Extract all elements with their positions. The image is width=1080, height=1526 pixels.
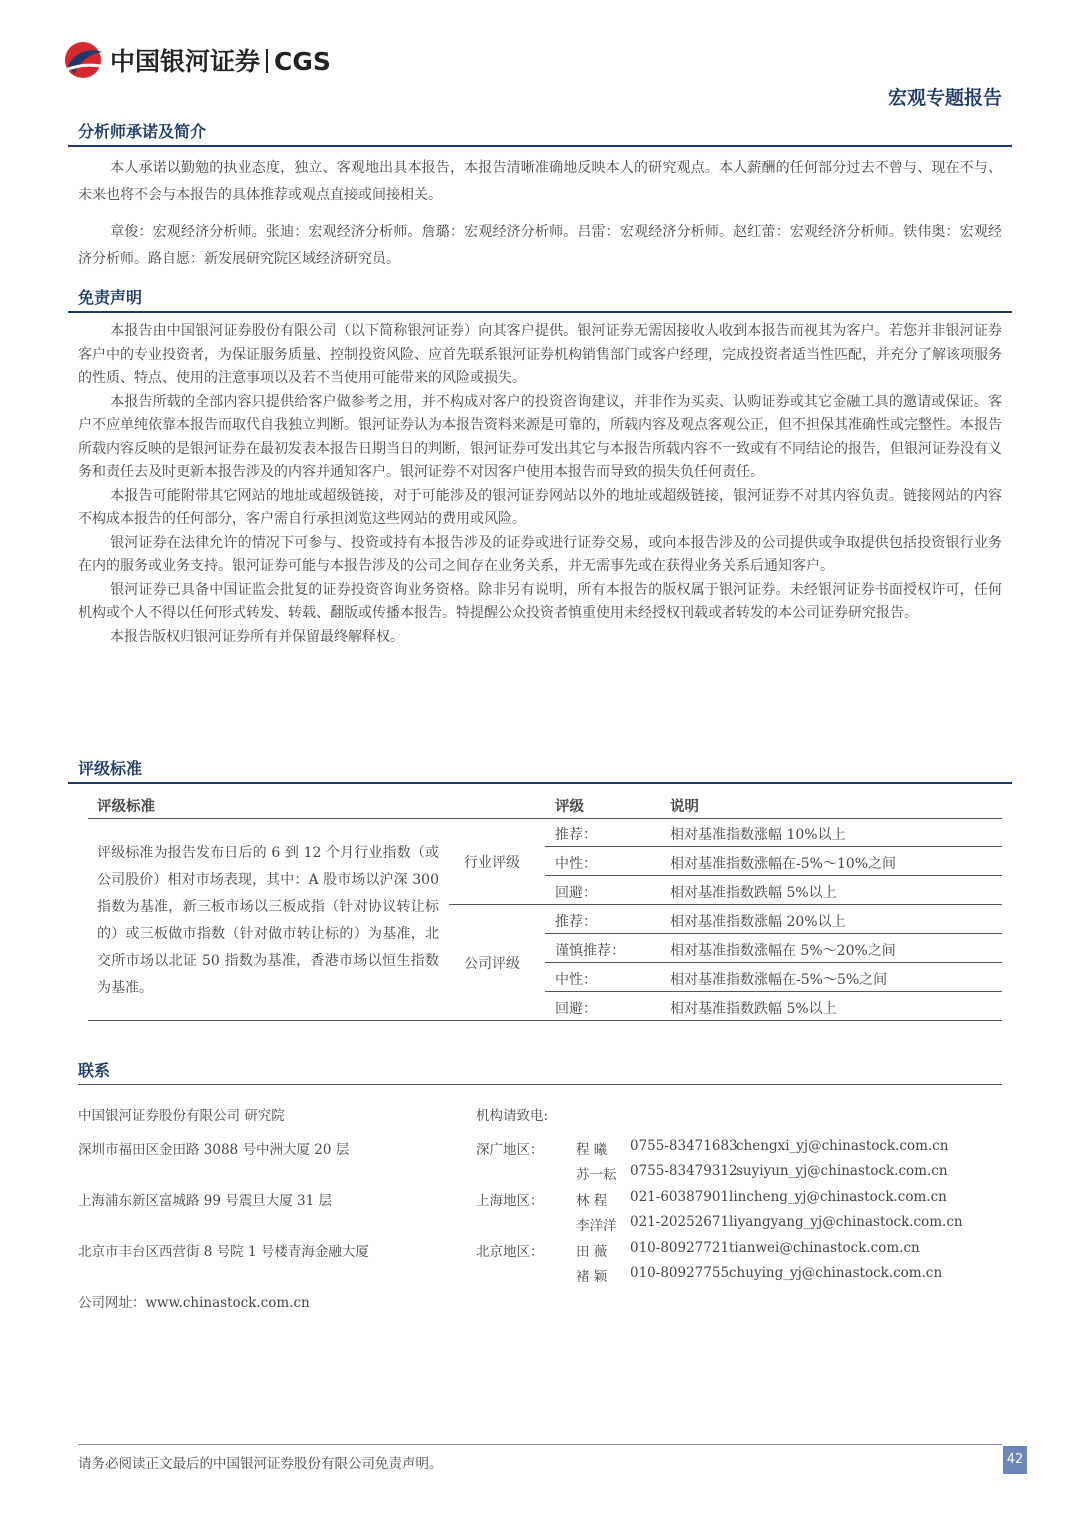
contact-name: 田 薇 bbox=[576, 1244, 608, 1260]
rating-header-desc: 说明 bbox=[670, 798, 699, 815]
rating-desc: 相对基准指数涨幅在-5%～5%之间 bbox=[670, 972, 888, 988]
disclaimer-paragraph: 银河证券已具备中国证监会批复的证券投资咨询业务资格。除非另有说明，所有本报告的版权属于银河证券。未经银河证券书面授权许可，任何机构或个人不得以任何形式转发、转载、翻版或传播本报告。特提醒公众投资者慎重使用未经授权刊载或者转发的本公司证券研究报告。 bbox=[78, 581, 1002, 621]
section-divider bbox=[68, 145, 1012, 147]
brand-abbr: CGS bbox=[274, 47, 331, 76]
rating-label: 中性： bbox=[555, 972, 597, 988]
rating-row-rule bbox=[545, 875, 1002, 876]
logo-divider bbox=[266, 49, 268, 73]
rating-desc: 相对基准指数跌幅 5%以上 bbox=[670, 885, 837, 901]
contact-email[interactable]: lincheng_yj@chinastock.com.cn bbox=[729, 1189, 947, 1205]
company-website[interactable]: 公司网址：www.chinastock.com.cn bbox=[78, 1295, 310, 1311]
disclaimer-paragraph: 本报告版权归银河证券所有并保留最终解释权。 bbox=[110, 628, 404, 645]
footer-divider bbox=[78, 1444, 1002, 1445]
rating-header-rating: 评级 bbox=[555, 798, 584, 815]
address-shenzhen: 深圳市福田区金田路 3088 号中洲大厦 20 层 bbox=[78, 1142, 350, 1158]
page-number: 42 bbox=[1003, 1446, 1027, 1474]
contact-email[interactable]: liyangyang_yj@chinastock.com.cn bbox=[729, 1214, 963, 1230]
contact-email[interactable]: chengxi_yj@chinastock.com.cn bbox=[736, 1138, 949, 1154]
rating-row-rule bbox=[545, 962, 1002, 963]
analyst-promise: 本人承诺以勤勉的执业态度，独立、客观地出具本报告，本报告清晰准确地反映本人的研究观点。本人薪酬的任何部分过去不曾与、现在不与、未来也将不会与本报告的具体推荐或观点直接或间接相关。 bbox=[78, 160, 1002, 203]
contact-name: 程 曦 bbox=[576, 1142, 608, 1158]
rating-group-industry: 行业评级 bbox=[464, 855, 520, 871]
analyst-section-title: 分析师承诺及简介 bbox=[78, 122, 207, 141]
section-divider bbox=[68, 782, 1012, 784]
region-label: 北京地区： bbox=[476, 1244, 544, 1260]
rating-bottom-rule bbox=[88, 1020, 1002, 1021]
rating-header-standard: 评级标准 bbox=[97, 798, 155, 815]
analyst-intro: 章俊：宏观经济分析师。张迪：宏观经济分析师。詹璐：宏观经济分析师。吕雷：宏观经济分析师。赵红蕾：宏观经济分析师。铁伟奥：宏观经济分析师。路自愿：新发展研究院区域经济研究员。 bbox=[78, 224, 1002, 267]
contact-name: 李洋洋 bbox=[576, 1218, 617, 1234]
region-label: 深广地区： bbox=[476, 1142, 544, 1158]
rating-section-title: 评级标准 bbox=[78, 759, 143, 778]
contact-name: 褚 颖 bbox=[576, 1269, 608, 1285]
disclaimer-body bbox=[78, 320, 1002, 649]
contact-company: 中国银河证券股份有限公司 研究院 bbox=[78, 1108, 285, 1124]
rating-desc: 相对基准指数涨幅 20%以上 bbox=[670, 914, 846, 930]
section-divider bbox=[78, 1084, 1002, 1085]
contact-section-title: 联系 bbox=[78, 1061, 111, 1080]
contact-phone: 0755-83479312 bbox=[630, 1163, 738, 1179]
contact-name: 苏一耘 bbox=[576, 1167, 617, 1183]
contact-email[interactable]: suyiyun_yj@chinastock.com.cn bbox=[736, 1163, 948, 1179]
rating-row-rule bbox=[545, 846, 1002, 847]
rating-desc: 相对基准指数涨幅在-5%～10%之间 bbox=[670, 856, 897, 872]
disclaimer-paragraph: 本报告可能附带其它网站的地址或超级链接，对于可能涉及的银河证券网站以外的地址或超级链接，银河证券不对其内容负责。链接网站的内容不构成本报告的任何部分，客户需自行承担浏览这些网站的费用或风险。 bbox=[78, 487, 1002, 527]
region-label: 上海地区： bbox=[476, 1193, 544, 1209]
contact-email[interactable]: chuying_yj@chinastock.com.cn bbox=[729, 1265, 943, 1281]
rating-desc: 相对基准指数涨幅 10%以上 bbox=[670, 827, 846, 843]
rating-label: 推荐： bbox=[555, 914, 597, 930]
disclaimer-paragraph: 本报告所载的全部内容只提供给客户做参考之用，并不构成对客户的投资咨询建议，并非作为买卖、认购证券或其它金融工具的邀请或保证。客户不应单纯依靠本报告而取代自我独立判断。银河证券认为本报告资料来源是可靠的，所载内容及观点客观公正，但不担保其准确性或完整性。本报告所载内容反映的是银河证券在最初发表本报告日期当日的判断，银河证券可发出其它与本报告所载内容不一致或有不同结论的报告，但银河证券没有义务和责任去及时更新本报告涉及的内容并通知客户。银河证券不对因客户使用本报告而导致的损失负任何责任。 bbox=[78, 393, 1002, 480]
address-beijing: 北京市丰台区西营街 8 号院 1 号楼青海金融大厦 bbox=[78, 1244, 369, 1260]
disclaimer-paragraph: 本报告由中国银河证券股份有限公司（以下简称银河证券）向其客户提供。银河证券无需因接收人收到本报告而视其为客户。若您并非银河证券客户中的专业投资者，为保证服务质量、控制投资风险、应首先联系银河证券机构销售部门或客户经理，完成投资者适当性匹配，并充分了解该项服务的性质、特点、使用的注意事项以及若不当使用可能带来的风险或损失。 bbox=[78, 323, 1002, 386]
disclaimer-section-title: 免责声明 bbox=[78, 288, 143, 307]
rating-standard-text: 评级标准为报告发布日后的 6 到 12 个月行业指数（或公司股价）相对市场表现，其中：A 股市场以沪深 300 指数为基准，新三板市场以三板成指（针对协议转让标的）或三板做市指数（针对做市转让标的）为基准，北交所市场以北证 50 指数为基准，香港市场以恒生指数为基准。 bbox=[97, 845, 439, 996]
rating-group-company: 公司评级 bbox=[464, 956, 520, 972]
company-name: 中国银河证券 bbox=[110, 47, 261, 76]
company-logo-text bbox=[110, 42, 331, 78]
cgs-logo-icon bbox=[62, 40, 104, 80]
section-divider bbox=[68, 311, 1012, 313]
report-type: 宏观专题报告 bbox=[887, 87, 1002, 109]
footer-note: 请务必阅读正文最后的中国银河证券股份有限公司免责声明。 bbox=[78, 1456, 443, 1472]
contact-phone: 0755-83471683 bbox=[630, 1138, 738, 1154]
address-shanghai: 上海浦东新区富城路 99 号震旦大厦 31 层 bbox=[78, 1193, 333, 1209]
disclaimer-paragraph: 银河证券在法律允许的情况下可参与、投资或持有本报告涉及的证券或进行证券交易，或向本报告涉及的公司提供或争取提供包括投资银行业务在内的服务或业务支持。银河证券可能与本报告涉及的公司之间存在业务关系，并无需事先或在获得业务关系后通知客户。 bbox=[78, 534, 1002, 574]
rating-label: 谨慎推荐： bbox=[555, 943, 625, 959]
contact-name: 林 程 bbox=[576, 1193, 608, 1209]
rating-label: 推荐： bbox=[555, 827, 597, 843]
rating-label: 中性： bbox=[555, 856, 597, 872]
contact-phone: 021-20252671 bbox=[630, 1214, 730, 1230]
rating-row-rule bbox=[545, 933, 1002, 934]
contact-inquiry-label: 机构请致电: bbox=[476, 1108, 549, 1124]
rating-desc: 相对基准指数涨幅在 5%～20%之间 bbox=[670, 943, 896, 959]
rating-group-rule bbox=[449, 904, 1002, 905]
contact-phone: 010-80927721 bbox=[630, 1240, 730, 1256]
rating-label: 回避： bbox=[555, 885, 597, 901]
contact-phone: 010-80927755 bbox=[630, 1265, 730, 1281]
contact-email[interactable]: tianwei@chinastock.com.cn bbox=[729, 1240, 920, 1256]
rating-row-rule bbox=[545, 991, 1002, 992]
contact-phone: 021-60387901 bbox=[630, 1189, 730, 1205]
rating-desc: 相对基准指数跌幅 5%以上 bbox=[670, 1001, 837, 1017]
rating-header-rule bbox=[88, 818, 1002, 819]
rating-label: 回避： bbox=[555, 1001, 597, 1017]
